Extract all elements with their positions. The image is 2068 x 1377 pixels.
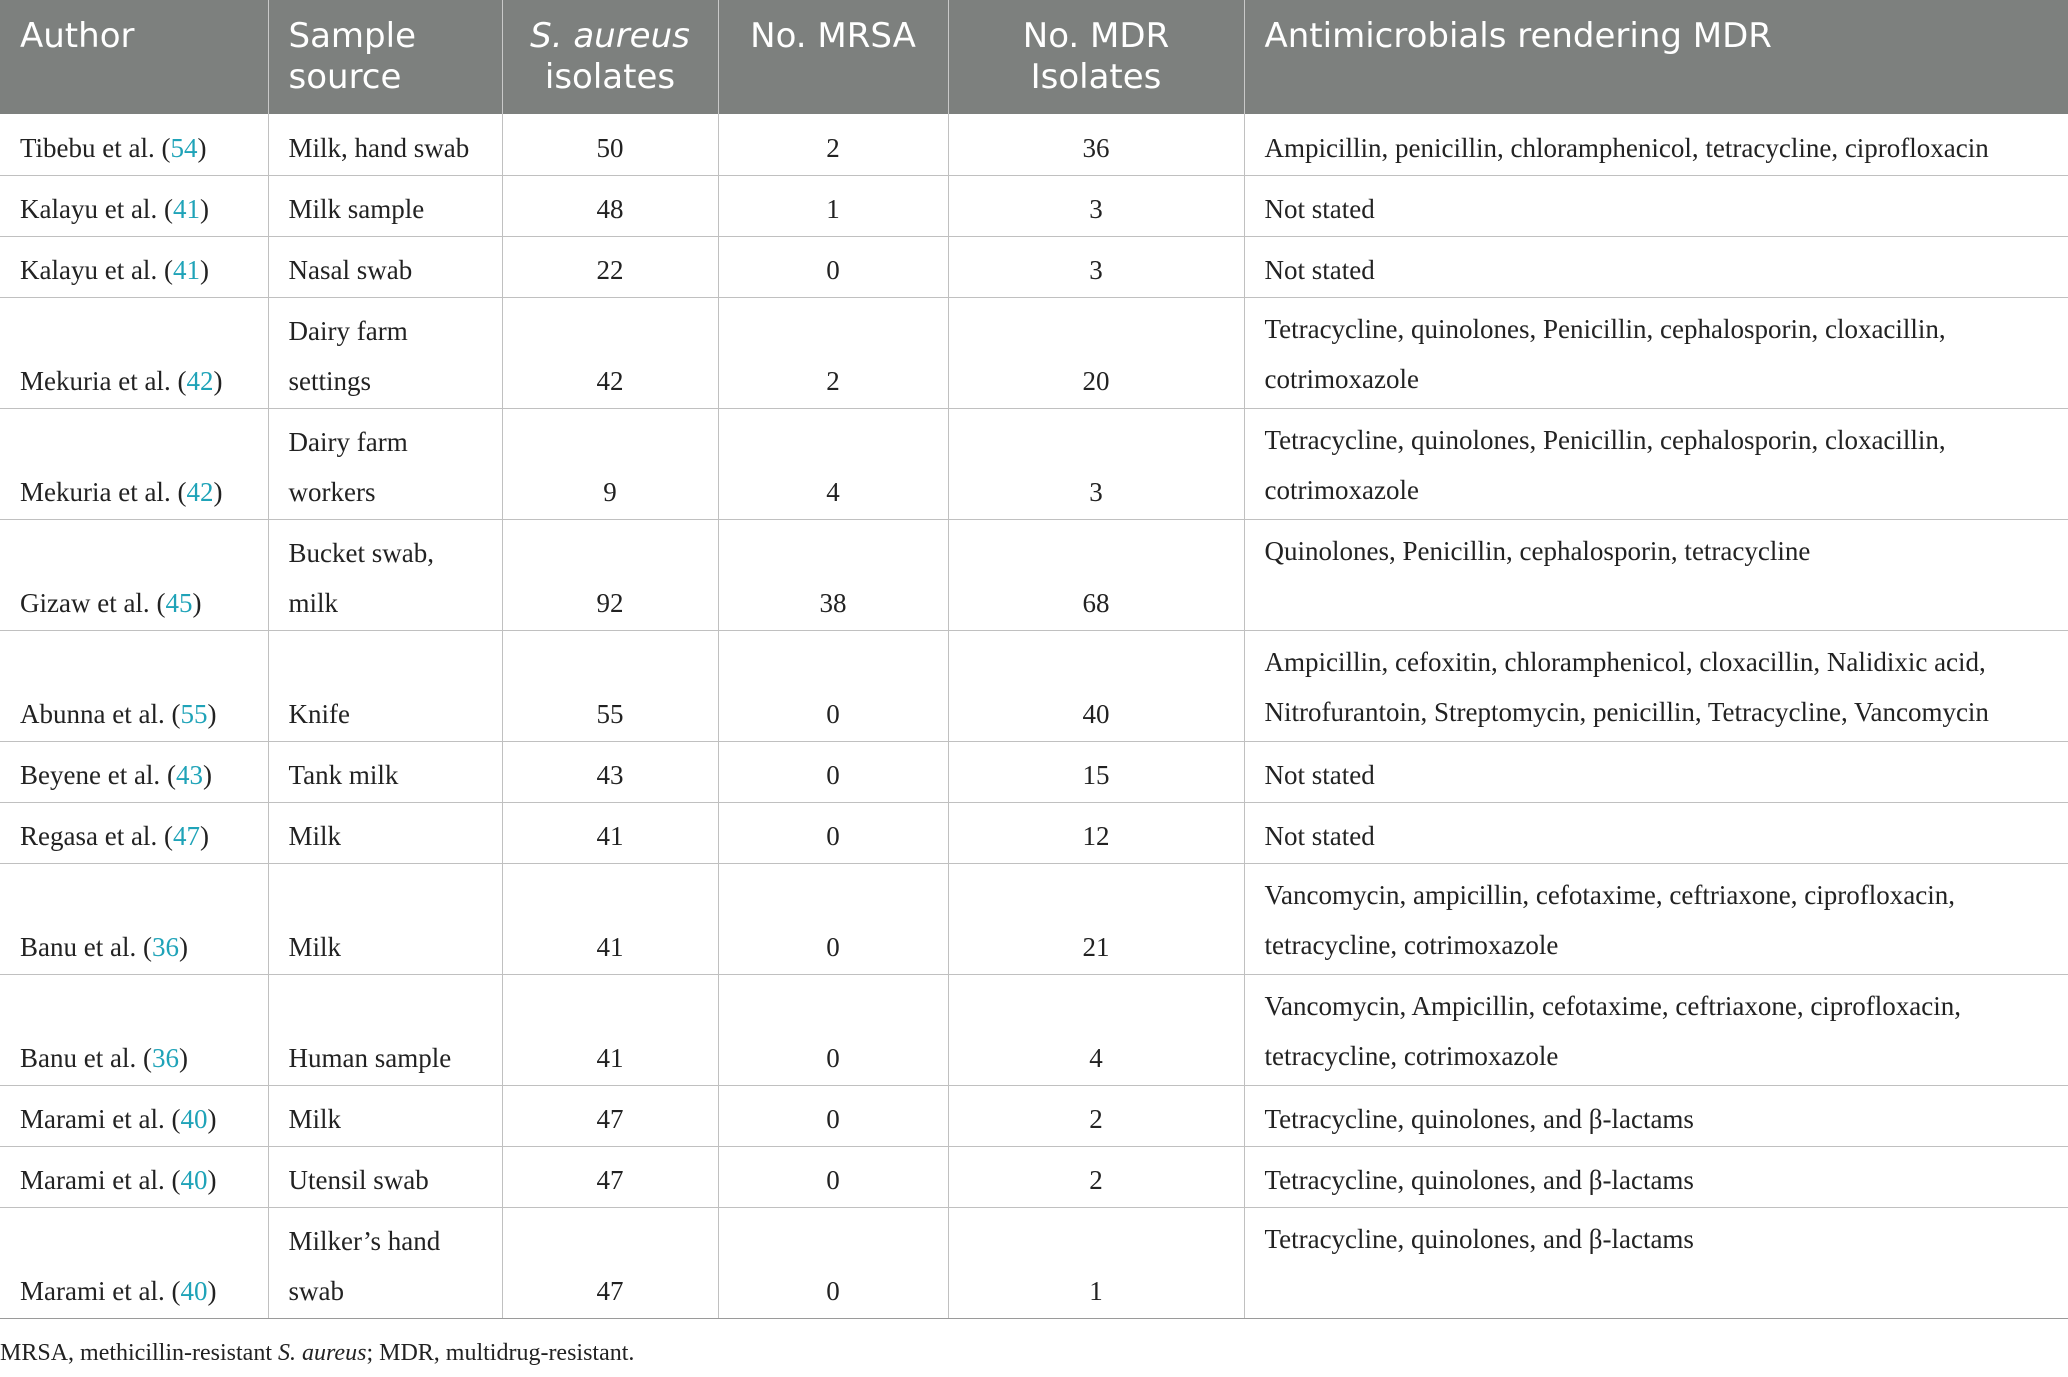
antimicrobials-text: Nitrofurantoin, Streptomycin, penicillin, Tetracycline, Vancomycin [1264, 696, 1989, 727]
cell-antimicrobials [1244, 741, 2068, 802]
cell-mrsa: 0 [718, 802, 948, 863]
header-author: Author [0, 0, 268, 114]
cell-mdr: 2 [948, 1146, 1244, 1207]
antimicrobials-text: Not stated [1264, 759, 1375, 790]
cell-isolates: 92 [502, 519, 718, 630]
sample-source-text: Milk [288, 1103, 342, 1134]
antimicrobials-text: Ampicillin, penicillin, chloramphenicol, tetracycline, ciprofloxacin [1264, 132, 1989, 163]
sample-source-text: Milk sample [288, 193, 425, 224]
cell-mrsa: 0 [718, 974, 948, 1085]
cell-sample-source [268, 863, 502, 974]
cell-mdr: 15 [948, 741, 1244, 802]
table-row [0, 741, 2068, 802]
cell-isolates: 50 [502, 114, 718, 175]
sample-source-text: Bucket swab, [288, 537, 434, 568]
cell-mdr: 40 [948, 630, 1244, 741]
cell-isolates: 22 [502, 236, 718, 297]
cell-isolates: 47 [502, 1207, 718, 1318]
cell-isolates: 41 [502, 863, 718, 974]
header-antimicrobials: Antimicrobials rendering MDR [1244, 0, 2068, 114]
table-row [0, 297, 2068, 408]
antimicrobials-text: Not stated [1264, 193, 1375, 224]
antimicrobials-text: Tetracycline, quinolones, and β-lactams [1264, 1164, 1694, 1195]
cell-isolates: 47 [502, 1146, 718, 1207]
sample-source-text: Dairy farm [288, 426, 408, 457]
antimicrobials-text: Not stated [1264, 820, 1375, 851]
author-name: Banu et al. [20, 1042, 137, 1073]
author-name: Banu et al. [20, 931, 137, 962]
cell-sample-source [268, 408, 502, 519]
sample-source-text: Nasal swab [288, 254, 413, 285]
reference-link[interactable]: 43 [175, 759, 203, 790]
cell-antimicrobials [1244, 802, 2068, 863]
table-row [0, 175, 2068, 236]
table-row [0, 1085, 2068, 1146]
author-name: Abunna et al. [20, 698, 165, 729]
author-name: Gizaw et al. [20, 587, 150, 618]
cell-sample-source [268, 802, 502, 863]
cell-antimicrobials [1244, 408, 2068, 519]
cell-antimicrobials [1244, 1146, 2068, 1207]
cell-mdr: 12 [948, 802, 1244, 863]
antimicrobials-text: Vancomycin, Ampicillin, cefotaxime, ceftriaxone, ciprofloxacin, [1264, 990, 1962, 1021]
cell-author: Beyene et al. (43) [0, 741, 268, 802]
header-mdr: No. MDR Isolates [948, 0, 1244, 114]
table-row [0, 630, 2068, 741]
cell-author: Kalayu et al. (41) [0, 236, 268, 297]
reference-link[interactable]: 42 [186, 365, 214, 396]
header-sample-source: Sample source [268, 0, 502, 114]
cell-isolates: 55 [502, 630, 718, 741]
table-row [0, 974, 2068, 1085]
author-name: Marami et al. [20, 1103, 165, 1134]
cell-author: Kalayu et al. (41) [0, 175, 268, 236]
cell-mdr: 3 [948, 175, 1244, 236]
sample-source-text: swab [288, 1275, 344, 1306]
cell-isolates: 41 [502, 802, 718, 863]
sample-source-text: Milk [288, 931, 342, 962]
cell-mrsa: 0 [718, 1146, 948, 1207]
cell-antimicrobials [1244, 974, 2068, 1085]
cell-mdr: 1 [948, 1207, 1244, 1318]
table-row [0, 519, 2068, 630]
reference-link[interactable]: 36 [151, 1042, 179, 1073]
header-mrsa: No. MRSA [718, 0, 948, 114]
table-header [0, 0, 2068, 114]
cell-sample-source [268, 114, 502, 175]
sample-source-text: Milker’s hand [288, 1225, 441, 1256]
table-row [0, 863, 2068, 974]
sample-source-text: Dairy farm [288, 315, 408, 346]
reference-link[interactable]: 47 [172, 820, 200, 851]
author-name: Marami et al. [20, 1164, 165, 1195]
cell-sample-source [268, 1146, 502, 1207]
reference-link[interactable]: 42 [186, 476, 214, 507]
cell-mrsa: 1 [718, 175, 948, 236]
sample-source-text: Human sample [288, 1042, 452, 1073]
antimicrobials-text: Quinolones, Penicillin, cephalosporin, tetracycline [1264, 535, 1811, 566]
table-row [0, 236, 2068, 297]
cell-antimicrobials [1244, 1085, 2068, 1146]
cell-mdr: 3 [948, 408, 1244, 519]
cell-isolates: 41 [502, 974, 718, 1085]
cell-antimicrobials [1244, 236, 2068, 297]
cell-sample-source [268, 236, 502, 297]
reference-link[interactable]: 41 [172, 193, 200, 224]
table-row [0, 1207, 2068, 1318]
table-body [0, 114, 2068, 1318]
author-name: Tibebu et al. [20, 132, 155, 163]
reference-link[interactable]: 40 [180, 1275, 208, 1306]
cell-mrsa: 4 [718, 408, 948, 519]
cell-isolates: 9 [502, 408, 718, 519]
reference-link[interactable]: 40 [180, 1164, 208, 1195]
author-name: Marami et al. [20, 1275, 165, 1306]
cell-sample-source [268, 974, 502, 1085]
cell-author: Banu et al. (36) [0, 974, 268, 1085]
cell-sample-source [268, 297, 502, 408]
cell-isolates: 47 [502, 1085, 718, 1146]
antimicrobials-text: tetracycline, cotrimoxazole [1264, 1040, 1559, 1071]
antimicrobials-text: Tetracycline, quinolones, and β-lactams [1264, 1103, 1694, 1134]
cell-mrsa: 0 [718, 863, 948, 974]
sample-source-text: Utensil swab [288, 1164, 429, 1195]
reference-link[interactable]: 40 [180, 1103, 208, 1134]
cell-antimicrobials [1244, 863, 2068, 974]
author-name: Mekuria et al. [20, 476, 171, 507]
table-row [0, 802, 2068, 863]
cell-antimicrobials [1244, 1207, 2068, 1318]
antimicrobials-text: Tetracycline, quinolones, Penicillin, cephalosporin, cloxacillin, [1264, 313, 1946, 344]
cell-author: Marami et al. (40) [0, 1146, 268, 1207]
sample-source-text: workers [288, 476, 376, 507]
cell-author: Marami et al. (40) [0, 1085, 268, 1146]
author-name: Kalayu et al. [20, 193, 158, 224]
cell-mdr: 36 [948, 114, 1244, 175]
cell-mdr: 3 [948, 236, 1244, 297]
cell-antimicrobials [1244, 175, 2068, 236]
cell-antimicrobials [1244, 630, 2068, 741]
cell-mrsa: 2 [718, 297, 948, 408]
antimicrobials-text: tetracycline, cotrimoxazole [1264, 929, 1559, 960]
author-name: Kalayu et al. [20, 254, 158, 285]
author-name: Regasa et al. [20, 820, 158, 851]
cell-sample-source [268, 741, 502, 802]
cell-mdr: 68 [948, 519, 1244, 630]
sample-source-text: milk [288, 587, 339, 618]
cell-author: Mekuria et al. (42) [0, 297, 268, 408]
antimicrobials-text: Vancomycin, ampicillin, cefotaxime, ceftriaxone, ciprofloxacin, [1264, 879, 1955, 910]
cell-antimicrobials [1244, 114, 2068, 175]
cell-mdr: 21 [948, 863, 1244, 974]
cell-author: Banu et al. (36) [0, 863, 268, 974]
cell-mdr: 4 [948, 974, 1244, 1085]
cell-mrsa: 0 [718, 236, 948, 297]
sample-source-text: Knife [288, 698, 350, 729]
sample-source-text: settings [288, 365, 372, 396]
cell-author: Regasa et al. (47) [0, 802, 268, 863]
cell-mrsa: 38 [718, 519, 948, 630]
antimicrobials-text: Tetracycline, quinolones, and β-lactams [1264, 1223, 1694, 1254]
reference-link[interactable]: 36 [151, 931, 179, 962]
reference-link[interactable]: 45 [165, 587, 193, 618]
author-name: Mekuria et al. [20, 365, 171, 396]
sample-source-text: Milk, hand swab [288, 132, 470, 163]
antimicrobials-text: cotrimoxazole [1264, 363, 1419, 394]
cell-mrsa: 2 [718, 114, 948, 175]
cell-sample-source [268, 1207, 502, 1318]
sample-source-text: Tank milk [288, 759, 399, 790]
author-name: Beyene et al. [20, 759, 161, 790]
cell-mrsa: 0 [718, 630, 948, 741]
cell-sample-source [268, 1085, 502, 1146]
table-row [0, 1146, 2068, 1207]
cell-author: Mekuria et al. (42) [0, 408, 268, 519]
cell-sample-source [268, 175, 502, 236]
header-isolates: S. aureus isolates [502, 0, 718, 114]
cell-author: Gizaw et al. (45) [0, 519, 268, 630]
cell-author: Abunna et al. (55) [0, 630, 268, 741]
antimicrobials-text: cotrimoxazole [1264, 474, 1419, 505]
cell-sample-source [268, 630, 502, 741]
sample-source-text: Milk [288, 820, 342, 851]
cell-antimicrobials [1244, 297, 2068, 408]
table-row [0, 114, 2068, 175]
table-footnote: MRSA, methicillin-resistant S. aureus; MDR, multidrug-resistant. [0, 1340, 635, 1366]
header-row [0, 0, 2068, 114]
cell-mdr: 2 [948, 1085, 1244, 1146]
cell-isolates: 48 [502, 175, 718, 236]
cell-sample-source [268, 519, 502, 630]
reference-link[interactable]: 41 [172, 254, 200, 285]
cell-mrsa: 0 [718, 741, 948, 802]
cell-mdr: 20 [948, 297, 1244, 408]
reference-link[interactable]: 54 [170, 132, 198, 163]
antimicrobials-text: Tetracycline, quinolones, Penicillin, cephalosporin, cloxacillin, [1264, 424, 1946, 455]
reference-link[interactable]: 55 [180, 698, 208, 729]
cell-isolates: 42 [502, 297, 718, 408]
cell-mrsa: 0 [718, 1085, 948, 1146]
cell-isolates: 43 [502, 741, 718, 802]
antimicrobials-text: Not stated [1264, 254, 1375, 285]
cell-author: Tibebu et al. (54) [0, 114, 268, 175]
table-row [0, 408, 2068, 519]
antimicrobials-text: Ampicillin, cefoxitin, chloramphenicol, cloxacillin, Nalidixic acid, [1264, 646, 1986, 677]
cell-author: Marami et al. (40) [0, 1207, 268, 1318]
cell-antimicrobials [1244, 519, 2068, 630]
cell-mrsa: 0 [718, 1207, 948, 1318]
